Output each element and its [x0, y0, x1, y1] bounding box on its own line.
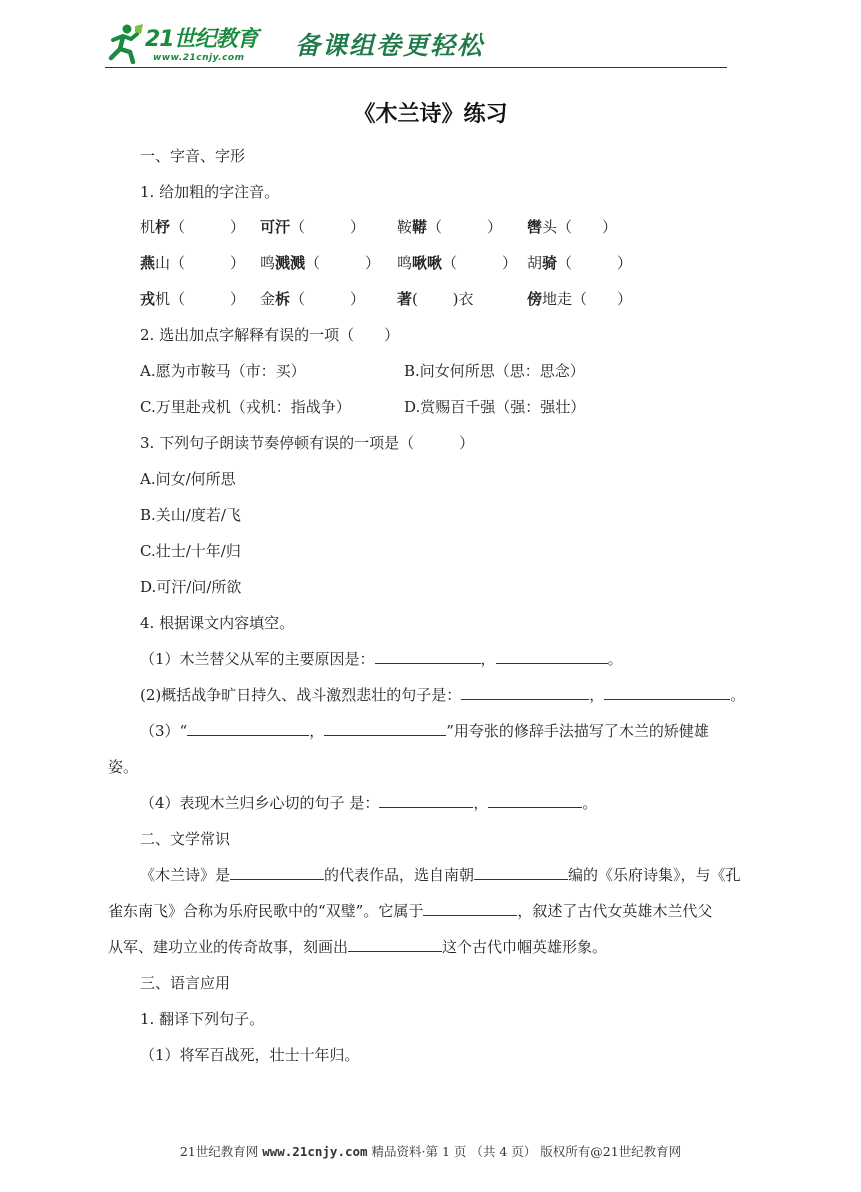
- pinyin-item: 鸣溅溅（ ）: [260, 254, 381, 272]
- footer-info: 精品资料·第 1 页 （共 4 页） 版权所有@21世纪教育网: [371, 1144, 682, 1159]
- fill-item-2: (2)概括战争旷日持久、战斗激烈悲壮的句子是： ， 。: [140, 686, 746, 704]
- logo-url: www.21cnjy.com: [153, 53, 245, 63]
- section-heading: 三、语言应用: [140, 974, 231, 992]
- lit-line-3: 从军、建功立业的传奇故事，刻画出 这个古代巾帼英雄形象。: [108, 938, 608, 956]
- pinyin-item: 金柝（ ）: [260, 290, 366, 308]
- lit-line-1: 《木兰诗》是 的代表作品，选自南朝 编的《乐府诗集》，与《孔: [140, 866, 741, 884]
- question-stem: 4. 根据课文内容填空。: [140, 614, 295, 632]
- option-a: A.问女/何所思: [140, 470, 236, 488]
- fill-item-1: （1）木兰替父从军的主要原因是： ， 。: [140, 650, 623, 668]
- page-header: [105, 18, 727, 70]
- lit-line-2: 雀东南飞》合称为乐府民歌中的“双璧”。它属于 ，叙述了古代女英雄木兰代父: [108, 902, 713, 920]
- pinyin-item: 傍地走（ ）: [527, 290, 633, 308]
- option-a: A.愿为市鞍马（市：买）: [140, 362, 306, 380]
- option-b: B.关山/度若/飞: [140, 506, 241, 524]
- logo-title: 21世纪教育: [145, 27, 258, 52]
- option-c: C.壮士/十年/归: [140, 542, 241, 560]
- pinyin-item: 可汗（ ）: [260, 218, 366, 236]
- footer-site: 21世纪教育网: [179, 1144, 259, 1159]
- header-slogan: 备课组卷更轻松: [295, 31, 485, 60]
- option-b: B.问女何所思（思：思念）: [404, 362, 585, 380]
- footer-url: www.21cnjy.com: [262, 1144, 368, 1159]
- pinyin-item: 辔头（ ）: [527, 218, 618, 236]
- pinyin-item: 鸣啾啾（ ）: [397, 254, 518, 272]
- pinyin-item: 鞍鞯（ ）: [397, 218, 503, 236]
- runner-logo-icon: [105, 22, 145, 64]
- fill-item-4: （4）表现木兰归乡心切的句子 是： ， 。: [140, 794, 598, 812]
- pinyin-item: 胡骑（ ）: [527, 254, 633, 272]
- question-stem: 1. 翻译下列句子。: [140, 1010, 265, 1028]
- pinyin-item: 燕山（ ）: [140, 254, 246, 272]
- option-d: D.可汗/问/所欲: [140, 578, 242, 596]
- option-d: D.赏赐百千强（强：强壮）: [404, 398, 586, 416]
- fill-item-3-continued: 姿。: [108, 758, 139, 776]
- header-rule: [105, 67, 727, 68]
- question-stem: 1. 给加粗的字注音。: [140, 183, 280, 201]
- section-heading: 二、文学常识: [140, 830, 231, 848]
- pinyin-item: 机杼（ ）: [140, 218, 246, 236]
- question-stem: 3. 下列句子朗读节奏停顿有误的一项是（ ）: [140, 434, 475, 452]
- option-c: C.万里赴戎机（戎机：指战争）: [140, 398, 351, 416]
- pinyin-item: 著( )衣: [397, 290, 474, 308]
- translate-item-1: （1）将军百战死，壮士十年归。: [140, 1046, 360, 1064]
- page-title: 《木兰诗》练习: [353, 102, 508, 127]
- section-heading: 一、字音、字形: [140, 147, 246, 165]
- page-footer: [0, 1142, 861, 1160]
- fill-item-3: （3）“ ， ”用夸张的修辞手法描写了木兰的矫健雄: [140, 722, 709, 740]
- question-stem: 2. 选出加点字解释有误的一项（ ）: [140, 326, 400, 344]
- pinyin-item: 戎机（ ）: [140, 290, 246, 308]
